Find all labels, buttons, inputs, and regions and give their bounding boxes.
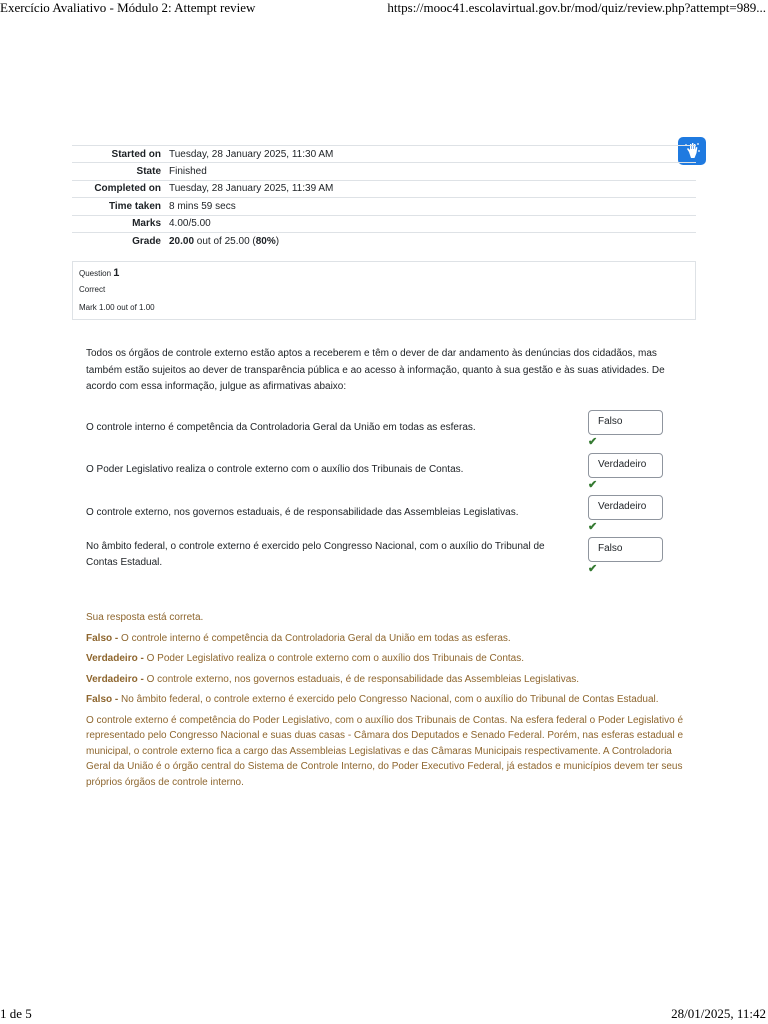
print-page-number: 1 de 5 [0,1006,32,1021]
correct-check-icon: ✔ [588,521,598,533]
feedback-line-label: Falso - [86,694,119,705]
feedback-line-label: Verdadeiro - [86,673,144,685]
summary-row-time-taken [72,197,696,214]
state-value: Finished [169,166,207,178]
marks-label: Marks [132,218,161,230]
feedback-line-text: No âmbito federal, o controle externo é exercido pelo Congresso Nacional, com o auxílio do Tribunal de Contas Estadual. [118,694,659,705]
question-text: Todos os órgãos de controle externo estão aptos a receberem e têm o dever de dar andamento às denúncias dos cidadãos, mas também estão sujeitos ao dever de transparência pública e ao acesso à informação, quanto à sua gestão e às suas atividades. De acordo com essa informação, julgue as afirmativas abaixo: [86,348,665,392]
feedback-line-text: O Poder Legislativo realiza o controle externo com o auxílio dos Tribunais de Contas. [143,653,525,664]
print-page-url: https://mooc41.escolavirtual.gov.br/mod/quiz/review.php?attempt=989... [387,0,766,15]
grade-out-of: out of 25.00 ( [194,235,256,247]
feedback-general: O controle externo é competência do Poder Legislativo, com o auxílio dos Tribunais de Contas. Na esfera federal o Poder Legislativo é representado pelo Congresso Nacional e suas duas casas - Câmara dos Deputados e Senado Federal. Porém, nas esferas estadual e municipal, o controle externo fica a cargo das Assembleias Legislativas e das Câmaras Municipais respectivamente. A Controladoria Geral da União é o órgão central do Sistema de Controle Interno, do Poder Executivo Federal, já estados e municípios devem ter seus próprios órgãos de controle interno. [86,714,684,788]
feedback-line-label: Falso - [86,632,119,644]
summary-row-completed [72,180,696,197]
feedback-line-label: Verdadeiro - [86,653,144,664]
question-info-box [72,261,696,320]
correct-check-icon: ✔ [588,436,598,448]
completed-on-label: Completed on [94,183,161,195]
question-mark: Mark 1.00 out of 1.00 [79,303,155,312]
feedback-line [86,692,686,708]
print-header [0,0,768,18]
started-on-value: Tuesday, 28 January 2025, 11:30 AM [169,148,334,160]
summary-row-state [72,162,696,179]
state-label: State [136,166,161,178]
marks-value: 4.00/5.00 [169,218,211,230]
grade-percent: 80% [255,235,276,247]
feedback-line-text: O controle externo, nos governos estaduais, é de responsabilidade das Assembleias Legislativas. [143,673,580,685]
feedback-line [86,631,686,647]
answer-select-1[interactable]: Falso [588,410,663,435]
statement-4: No âmbito federal, o controle externo é exercido pelo Congresso Nacional, com o auxílio do Tribunal de Contas Estadual. [86,541,545,568]
question-number [79,266,689,281]
feedback-correct-message: Sua resposta está correta. [86,612,204,623]
summary-row-grade [72,232,696,249]
completed-on-value: Tuesday, 28 January 2025, 11:39 AM [169,183,334,195]
grade-value [169,236,696,247]
statement-3: O controle externo, nos governos estaduais, é de responsabilidade das Assembleias Legislativas. [86,507,519,518]
statement-2: O Poder Legislativo realiza o controle externo com o auxílio dos Tribunais de Contas. [86,464,464,475]
answer-select-3[interactable]: Verdadeiro [588,495,663,520]
feedback-section [86,610,686,795]
summary-row-started [72,145,696,162]
correct-check-icon: ✔ [588,563,598,575]
statement-1: O controle interno é competência da Controladoria Geral da União em todas as esferas. [86,422,476,433]
answer-select-2[interactable]: Verdadeiro [588,453,663,478]
question-number-value: 1 [113,267,120,279]
grade-score: 20.00 [169,235,195,247]
print-page-title: Exercício Avaliativo - Módulo 2: Attempt review [0,0,256,15]
grade-label: Grade [132,235,161,247]
time-taken-label: Time taken [108,200,161,212]
answer-select-4[interactable]: Falso [588,537,663,562]
print-footer [0,1006,768,1024]
question-word: Question [79,269,112,278]
question-state: Correct [79,285,106,294]
correct-check-icon: ✔ [588,479,598,491]
summary-row-marks [72,215,696,232]
print-datetime: 28/01/2025, 11:42 [671,1006,766,1021]
feedback-line [86,651,686,667]
started-on-label: Started on [111,148,161,160]
feedback-line-text: O controle interno é competência da Controladoria Geral da União em todas as esferas. [118,632,511,644]
time-taken-value: 8 mins 59 secs [169,200,236,212]
grade-close: ) [275,235,280,247]
attempt-summary-table [72,145,696,249]
feedback-line [86,672,686,688]
